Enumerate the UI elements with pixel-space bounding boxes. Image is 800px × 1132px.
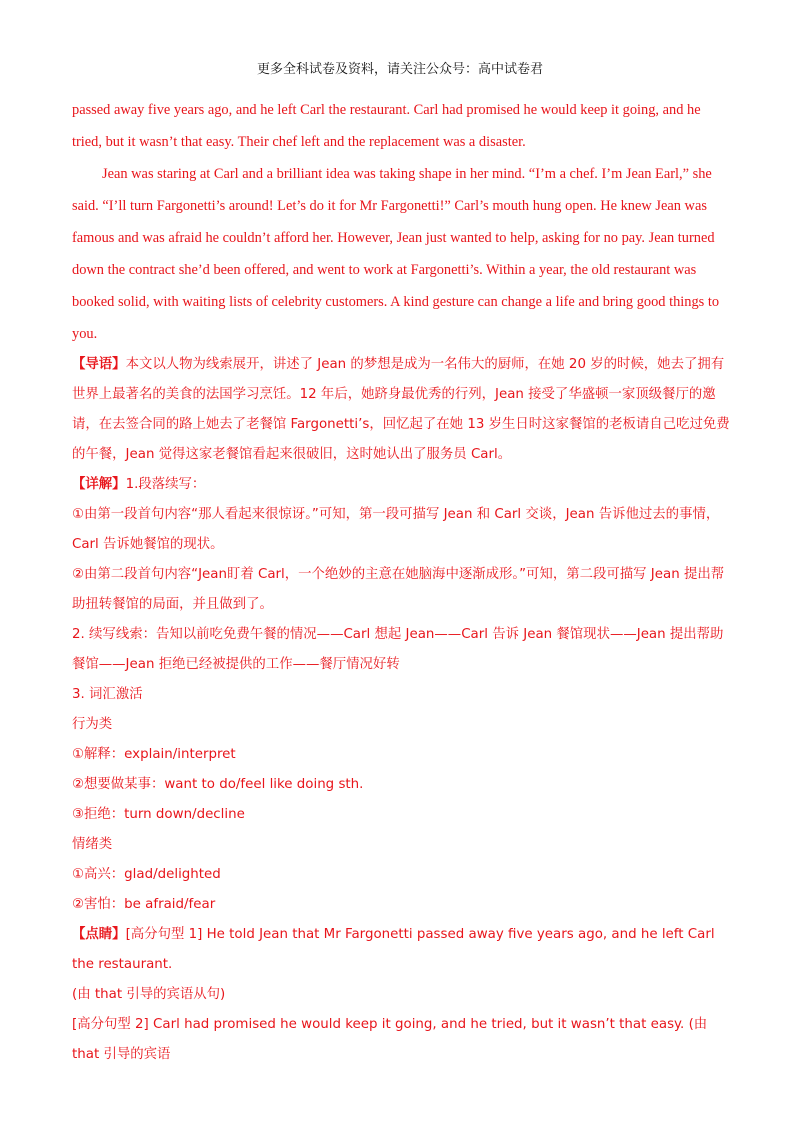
vocab-item: ①高兴：glad/delighted (72, 867, 221, 882)
story-paragraph-2: Jean was staring at Carl and a brilliant idea was taking shape in her mind. “I’m a chef. I’m Jean Earl,” she said. “I’ll turn Fargonetti’s around! Let’s do it for Mr Fargonetti!” Carl’s mouth hung open. He knew Jean was famous and was afraid he couldn’t afford her. However, Jean just wanted to help, asking for no pay. Jean turned down the contract she’d been offered, and went to work at Fargonetti’s. Within a year, the old restaurant was booked solid, with waiting lists of celebrity customers. A kind gesture can change a life and bring good things to you. (72, 166, 720, 342)
vocab-item: ①解释：explain/interpret (72, 747, 236, 762)
guide-label: 【导语】 (72, 357, 126, 372)
guide-paragraph (72, 350, 732, 470)
continuation-clues: 2. 续写线索：告知以前吃免费午餐的情况——Carl 想起 Jean——Carl 告诉 Jean 餐馆现状——Jean 提出帮助餐馆——Jean 拒绝已经被提供的工作——餐厅情况好转 (72, 627, 724, 672)
document-body (72, 94, 732, 1070)
detail-heading (72, 470, 732, 500)
detail-item-2: ②由第二段首句内容“Jean盯着 Carl，一个绝妙的主意在她脑海中逐渐成形。”可知，第二段可描写 Jean 提出帮助扭转餐馆的局面，并且做到了。 (72, 567, 725, 612)
vocab-item: ③拒绝：turn down/decline (72, 807, 245, 822)
vocab-item: ②害怕：be afraid/fear (72, 897, 216, 912)
guide-text: 本文以人物为线索展开，讲述了 Jean 的梦想是成为一名伟大的厨师，在她 20 岁的时候，她去了拥有世界上最著名的美食的法国学习烹饪。12 年后，她跻身最优秀的行列，Jean 接受了华盛顿一家顶级餐厅的邀请，在去签合同的路上她去了老餐馆 Fargonetti’s，回忆起了在她 13 岁生日时这家餐馆的老板请自己吃过免费的午餐，Jean 觉得这家老餐馆看起来很破旧，这时她认出了服务员 Carl。 (72, 357, 730, 462)
detail-text: 1.段落续写： (125, 477, 206, 492)
highlight-sentence-2: [高分句型 2] Carl had promised he would keep it going, and he tried, but it wasn’t that easy. (由 that 引导的宾语 (72, 1017, 708, 1062)
emotion-category-title: 情绪类 (72, 837, 113, 852)
highlight-sentence-1 (72, 920, 732, 980)
detail-label: 【详解】 (72, 477, 126, 492)
highlight-label: 【点睛】 (72, 927, 126, 942)
highlight-s1: [高分句型 1] He told Jean that Mr Fargonetti passed away five years ago, and he left Carl the restaurant. (72, 927, 715, 972)
page-header: 更多全科试卷及资料，请关注公众号：高中试卷君 (256, 62, 543, 77)
behavior-category-title: 行为类 (72, 717, 113, 732)
highlight-s1-note: (由 that 引导的宾语从句) (72, 987, 226, 1002)
story-paragraph-1: passed away five years ago, and he left Carl the restaurant. Carl had promised he would keep it going, and he tried, but it wasn’t that easy. Their chef left and the replacement was a disaster. (72, 102, 701, 150)
detail-item-1: ①由第一段首句内容“那人看起来很惊讶。”可知，第一段可描写 Jean 和 Carl 交谈，Jean 告诉他过去的事情，Carl 告诉她餐馆的现状。 (72, 507, 720, 552)
vocab-heading: 3. 词汇激活 (72, 687, 143, 702)
vocab-item: ②想要做某事：want to do/feel like doing sth. (72, 777, 364, 792)
